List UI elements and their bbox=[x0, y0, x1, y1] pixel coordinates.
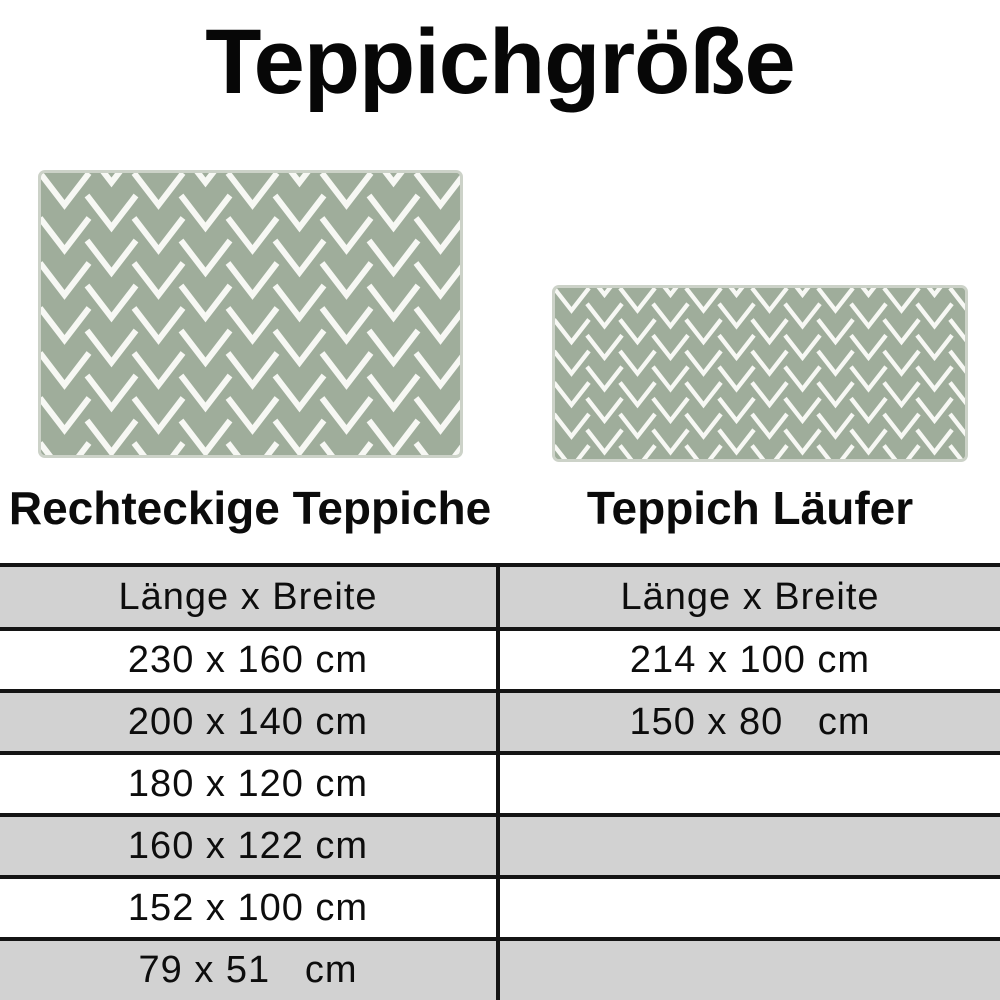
runner-size-value bbox=[500, 817, 1000, 875]
rect-size-value: 230 x 160 cm bbox=[0, 631, 500, 689]
runner-rugs-label: Teppich Läufer bbox=[586, 482, 914, 534]
rect-size-value: 79 x 51 cm bbox=[0, 941, 500, 1000]
table-row bbox=[0, 693, 1000, 755]
chevron-pattern-large bbox=[41, 173, 460, 455]
runner-rug-image bbox=[552, 285, 968, 462]
left-column-header: Länge x Breite bbox=[0, 567, 500, 627]
rect-size-value: 180 x 120 cm bbox=[0, 755, 500, 813]
size-table bbox=[0, 563, 1000, 1000]
rect-size-value: 160 x 122 cm bbox=[0, 817, 500, 875]
runner-size-value: 150 x 80 cm bbox=[500, 693, 1000, 751]
table-row bbox=[0, 817, 1000, 879]
rectangular-rugs-label: Rechteckige Teppiche bbox=[8, 482, 492, 534]
table-row bbox=[0, 755, 1000, 817]
runner-size-value bbox=[500, 755, 1000, 813]
table-row bbox=[0, 941, 1000, 1000]
rect-size-value: 200 x 140 cm bbox=[0, 693, 500, 751]
runner-size-value bbox=[500, 879, 1000, 937]
table-row bbox=[0, 631, 1000, 693]
runner-size-value: 214 x 100 cm bbox=[500, 631, 1000, 689]
runner-size-value bbox=[500, 941, 1000, 1000]
rect-size-value: 152 x 100 cm bbox=[0, 879, 500, 937]
table-row bbox=[0, 879, 1000, 941]
right-column-header: Länge x Breite bbox=[500, 567, 1000, 627]
rectangular-rug-image bbox=[38, 170, 463, 458]
chevron-pattern-small bbox=[555, 288, 965, 459]
table-header-row bbox=[0, 567, 1000, 631]
page-title: Teppichgröße bbox=[205, 11, 795, 113]
